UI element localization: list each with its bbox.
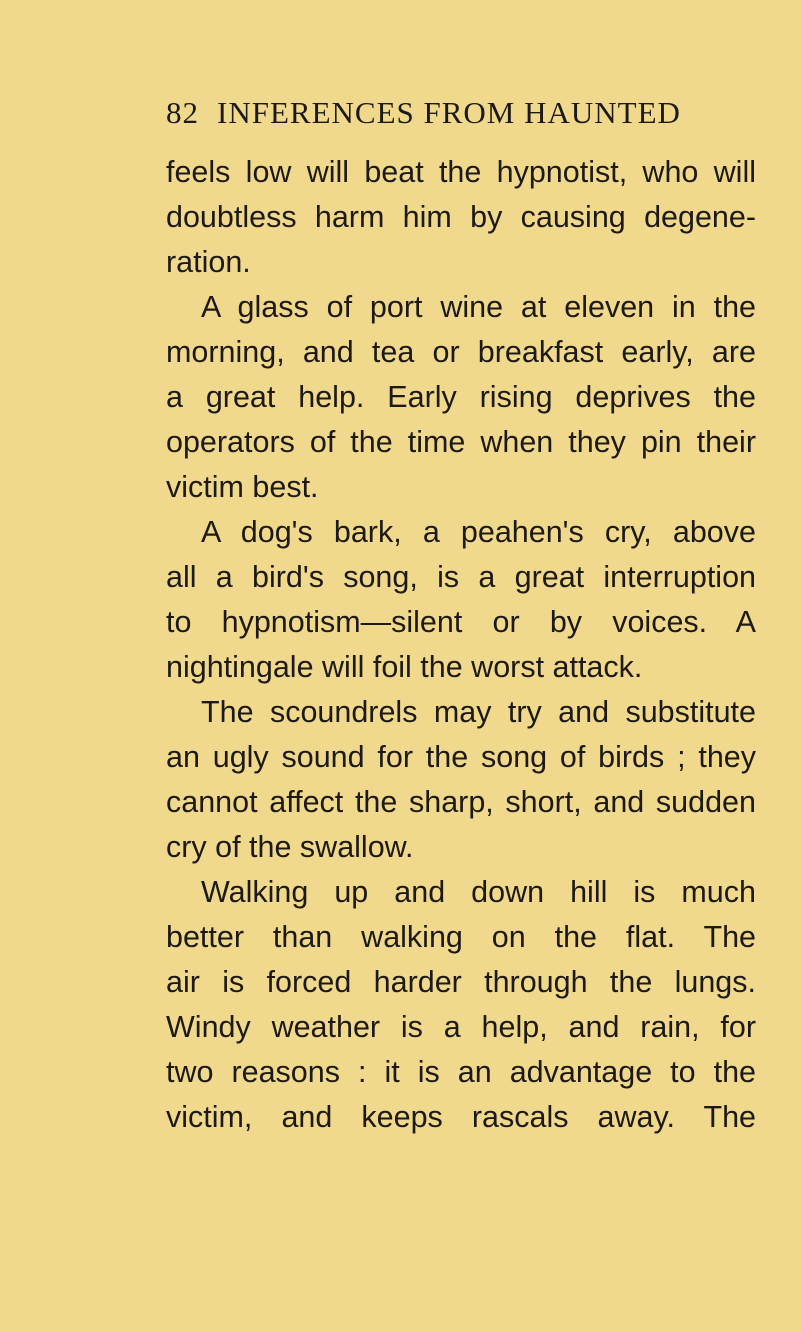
text-line: all a bird's song, is a great interruption [166,560,756,594]
body-text [166,150,756,1140]
text-line: A glass of port wine at eleven in the [201,290,756,324]
text-line: a great help. Early rising deprives the [166,380,756,414]
text-line: victim, and keeps rascals away. The [166,1100,756,1134]
text-line: to hypnotism—silent or by voices. A [166,605,756,639]
text-line: ration. [166,245,251,279]
text-line: cry of the swallow. [166,830,414,864]
text-line: two reasons : it is an advantage to the [166,1055,756,1089]
text-line: morning, and tea or breakfast early, are [166,335,756,369]
text-line: an ugly sound for the song of birds ; they [166,740,756,774]
text-line: victim best. [166,470,319,504]
text-line: doubtless harm him by causing degene- [166,200,756,234]
text-line: Walking up and down hill is much [201,875,756,909]
text-line: A dog's bark, a peahen's cry, above [201,515,756,549]
text-line: air is forced harder through the lungs. [166,965,756,999]
text-line: nightingale will foil the worst attack. [166,650,643,684]
text-line: feels low will beat the hypnotist, who will [166,155,756,189]
text-line: better than walking on the flat. The [166,920,756,954]
page-number: 82 [166,95,199,130]
running-header [166,95,726,131]
text-line: The scoundrels may try and substitute [201,695,756,729]
text-line: operators of the time when they pin their [166,425,756,459]
text-line: cannot affect the sharp, short, and sudden [166,785,756,819]
running-title: INFERENCES FROM HAUNTED [217,95,681,130]
text-line: Windy weather is a help, and rain, for [166,1010,756,1044]
